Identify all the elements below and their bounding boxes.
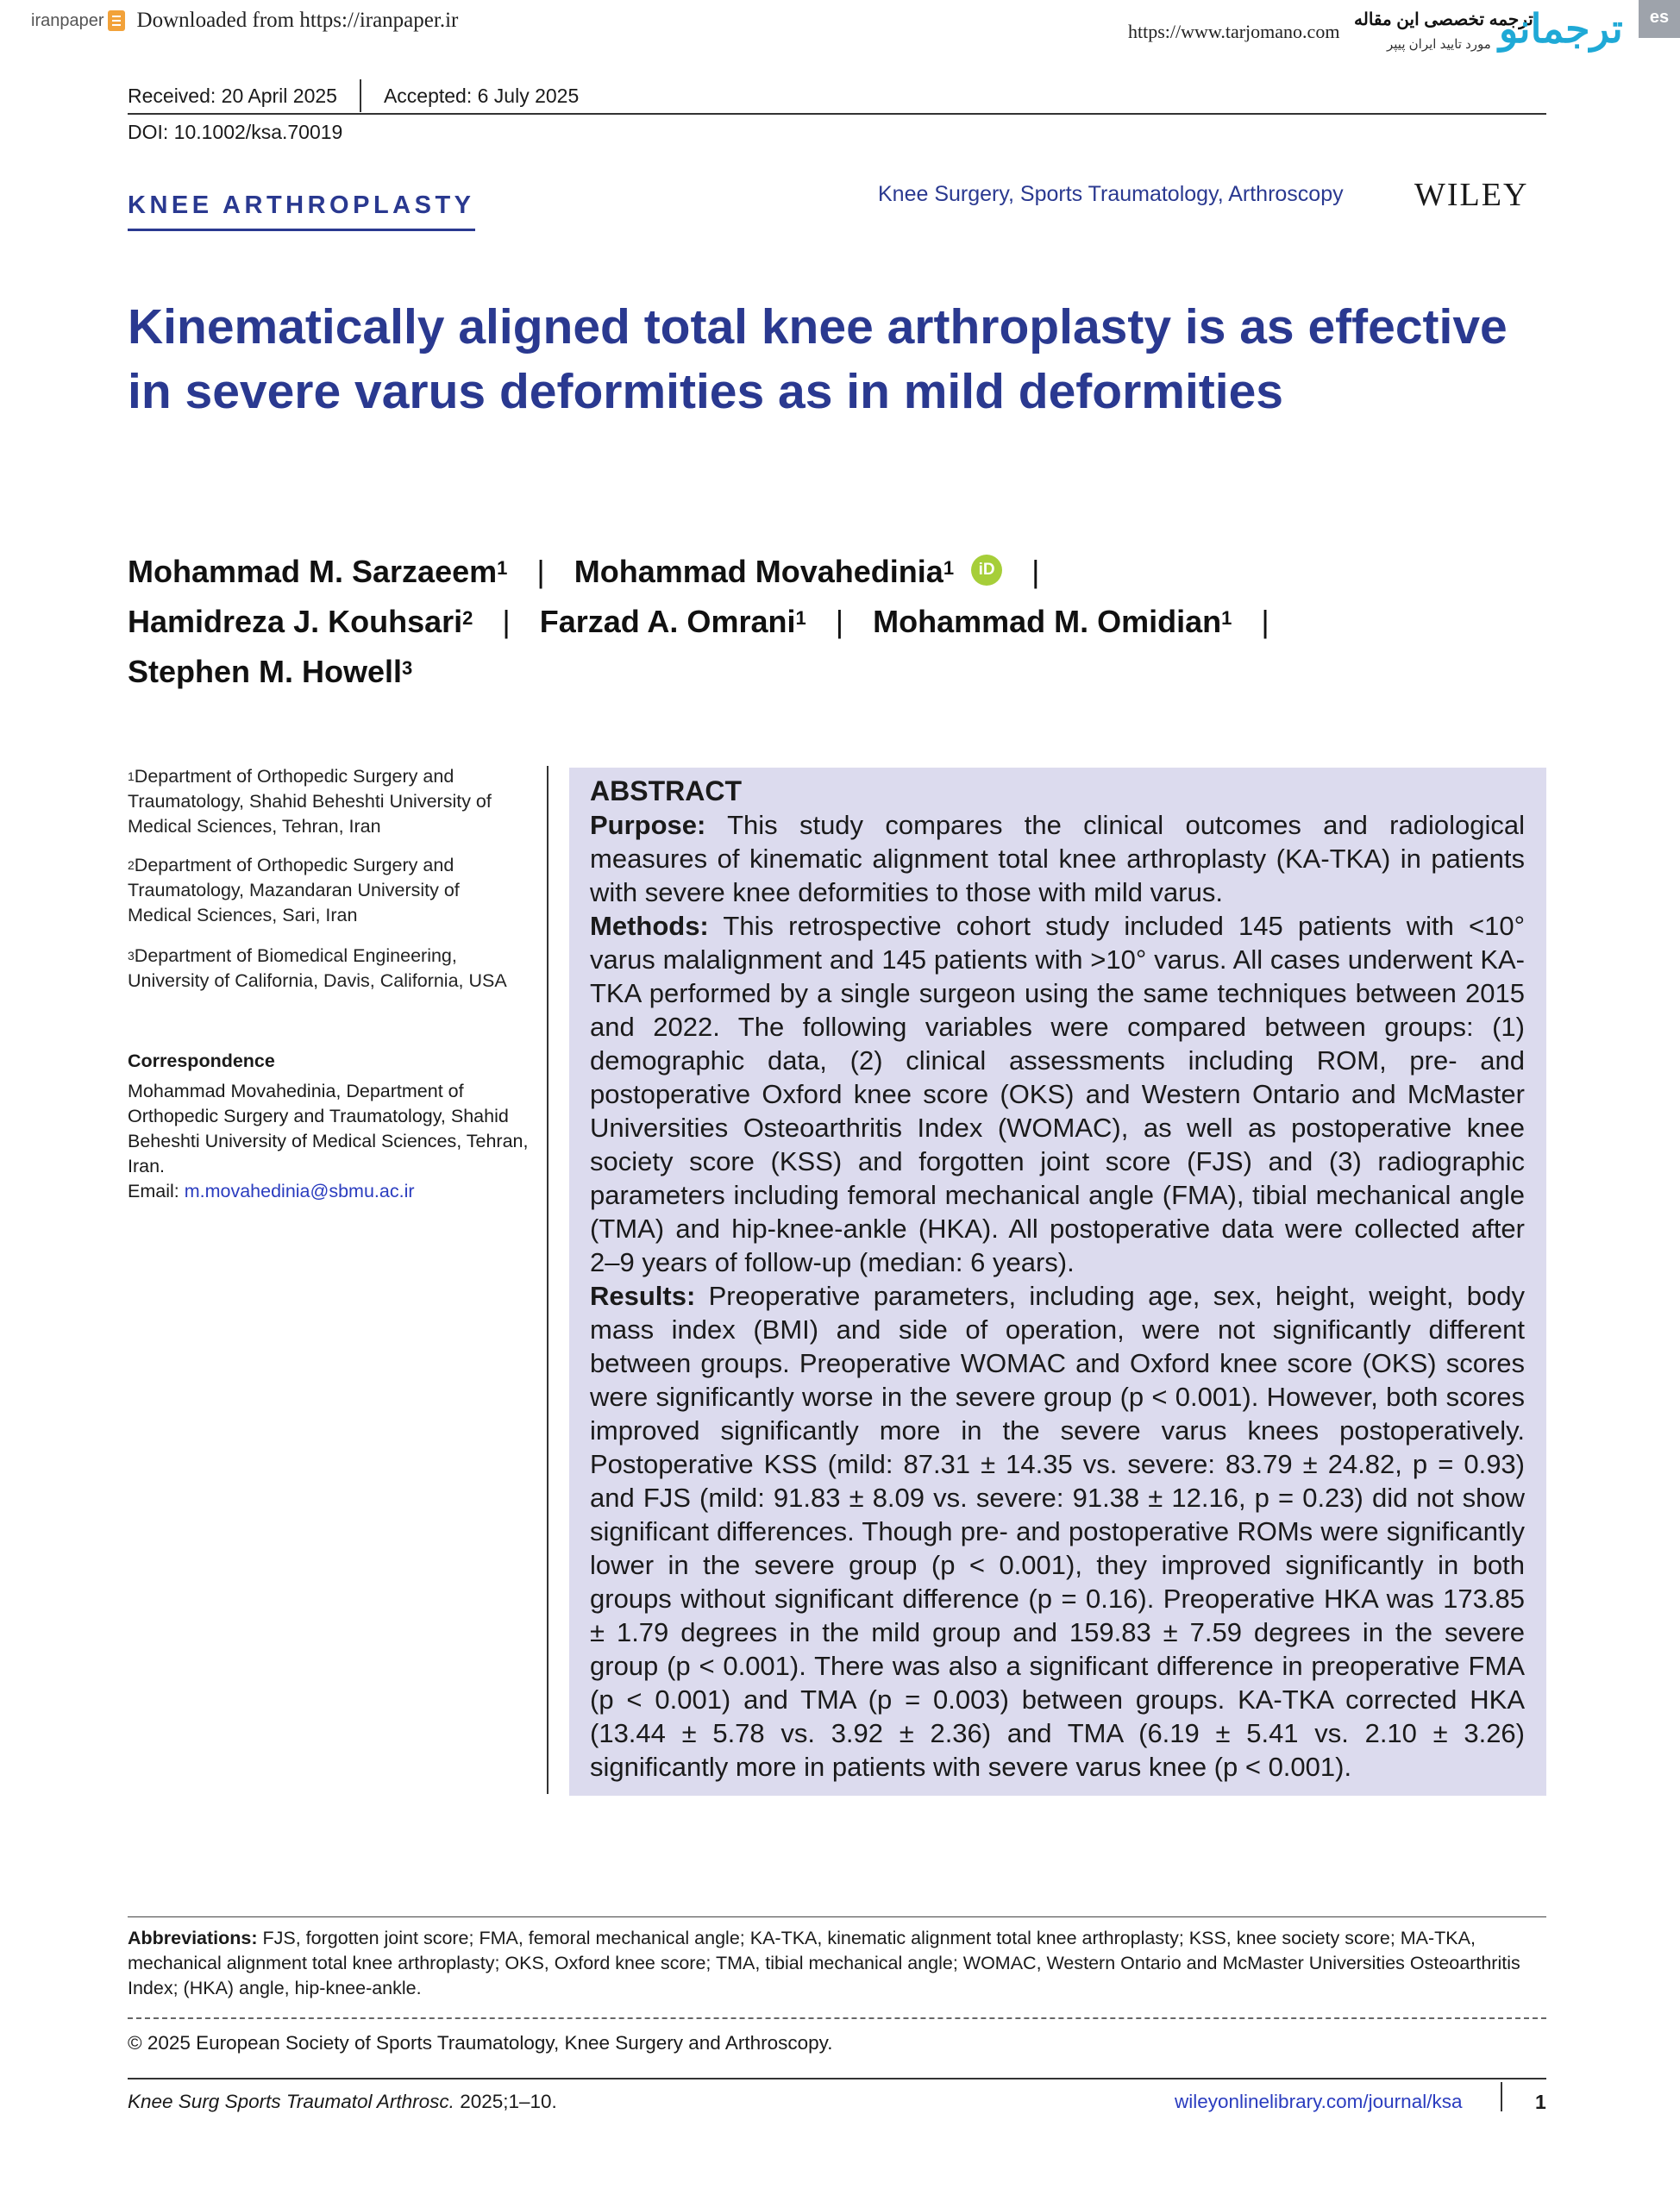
downloaded-from-link[interactable]: Downloaded from https://iranpaper.ir	[136, 9, 459, 32]
author-affiliation-mark: 1	[497, 557, 508, 579]
journal-name[interactable]: Knee Surgery, Sports Traumatology, Arthroscopy	[878, 182, 1344, 206]
author-name[interactable]: Hamidreza J. Kouhsari	[128, 604, 463, 639]
citation-journal: Knee Surg Sports Traumatol Arthrosc.	[128, 2091, 454, 2112]
affiliation-text: Department of Biomedical Engineering, University of California, Davis, California, USA	[128, 945, 507, 991]
affiliation-1	[128, 764, 520, 839]
watermark-left	[31, 9, 458, 33]
author-separator: |	[536, 554, 545, 589]
author-separator: |	[1261, 604, 1269, 639]
persian-tagline: ترجمه تخصصی این مقاله	[1354, 10, 1533, 29]
affiliation-number: 1	[128, 769, 135, 783]
methods-label: Methods:	[590, 911, 709, 941]
correspondence-address: Mohammad Movahedinia, Department of Orthopedic Surgery and Traumatology, Shahid Beheshti University of Medical Sciences, Tehran, Iran.	[128, 1081, 529, 1176]
email-label: Email:	[128, 1181, 179, 1201]
author-name[interactable]: Mohammad M. Sarzaeem	[128, 554, 498, 589]
author-name[interactable]: Stephen M. Howell	[128, 654, 403, 689]
watermark-right	[1128, 0, 1680, 69]
author-affiliation-mark: 1	[795, 607, 806, 629]
tarjomano-logo: ترجمانو	[1499, 6, 1623, 51]
author-affiliation-mark: 1	[1221, 607, 1232, 629]
affiliation-text: Department of Orthopedic Surgery and Traumatology, Shahid Beheshti University of Medical Sciences, Tehran, Iran	[128, 766, 492, 837]
section-label: KNEE ARTHROPLASTY	[128, 191, 475, 231]
abbreviations	[128, 1926, 1546, 2001]
correspondence-heading: Correspondence	[128, 1051, 275, 1071]
footer-rule	[128, 2078, 1546, 2079]
affiliation-text: Department of Orthopedic Surgery and Traumatology, Mazandaran University of Medical Sciences, Sari, Iran	[128, 855, 460, 925]
email-link[interactable]: m.movahedinia@sbmu.ac.ir	[184, 1181, 415, 1201]
date-divider	[360, 79, 361, 112]
author-name[interactable]: Mohammad M. Omidian	[873, 604, 1222, 639]
affiliation-3	[128, 944, 520, 994]
correspondence-text	[128, 1079, 529, 1204]
iranpaper-logo	[31, 10, 125, 31]
publisher-logo: WILEY	[1414, 177, 1529, 213]
methods-text: This retrospective cohort study included 145 patients with <10° varus malalignment and 145 patients with >10° varus. All cases underwent KA-TKA performed by a single surgeon using the same techniques between 2015 and 2022. The following variables were compared between groups: (1) demographic data, (2) clinical assessments including ROM, pre- and postoperative Oxford knee score (OKS) and Western Ontario and McMaster Universities Osteoarthritis Index (WOMAC), as well as postoperative knee society score (KSS) and forgotten joint score (FJS) and (3) radiographic parameters including femoral mechanical angle (FMA), tibial mechanical angle (TMA) and hip-knee-ankle (HKA). All postoperative data were collected after 2–9 years of follow-up (median: 6 years).	[590, 911, 1525, 1277]
affiliation-number: 3	[128, 949, 135, 963]
results-label: Results:	[590, 1281, 696, 1311]
abstract-methods	[590, 909, 1525, 1279]
column-divider	[547, 766, 549, 1794]
affiliation-number: 2	[128, 858, 135, 872]
persian-subtagline: مورد تایید ایران پیپر	[1387, 37, 1491, 52]
author-affiliation-mark: 2	[462, 607, 473, 629]
article-title: Kinematically aligned total knee arthroplasty is as effective in severe varus deformities as in mild deformities	[128, 299, 1508, 419]
author-affiliation-mark: 3	[402, 657, 413, 679]
results-text: Preoperative parameters, including age, sex, height, weight, body mass index (BMI) and side of operation, were not significantly different between groups. Preoperative WOMAC and Oxford knee score (OKS) scores were significantly worse in the severe group (p < 0.001). However, both scores improved significantly more in the severe varus knees postoperatively. Postoperative KSS (mild: 87.31 ± 14.35 vs. severe: 83.79 ± 24.82, p = 0.93) and FJS (mild: 91.83 ± 8.09 vs. severe: 91.38 ± 12.16, p = 0.23) did not show significant differences. Though pre- and postoperative ROMs were significantly lower in the severe group (p < 0.001), they improved significantly in both groups without significant difference (p = 0.16). Preoperative HKA was 173.85 ± 1.79 degrees in the mild group and 159.83 ± 7.59 degrees in the severe group (p < 0.001). There was also a significant difference in preoperative FMA (p < 0.001) and TMA (p = 0.003) between groups. KA-TKA corrected HKA (13.44 ± 5.78 vs. 3.92 ± 2.36) and TMA (6.19 ± 5.41 vs. 2.10 ± 3.26) significantly more in patients with severe varus knee (p < 0.001).	[590, 1281, 1525, 1782]
abstract-purpose	[590, 808, 1525, 909]
abbreviations-text: FJS, forgotten joint score; FMA, femoral mechanical angle; KA-TKA, kinematic alignment total knee arthroplasty; KSS, knee society score; MA-TKA, mechanical alignment total knee arthroplasty; OKS, Oxford knee score; TMA, tibial mechanical angle; WOMAC, Western Ontario and McMaster Universities Osteoarthritis Index; (HKA) angle, hip-knee-ankle.	[128, 1928, 1520, 1998]
author-separator: |	[1031, 554, 1040, 589]
author-name[interactable]: Farzad A. Omrani	[539, 604, 796, 639]
author-name[interactable]: Mohammad Movahedinia	[574, 554, 943, 589]
dates-row	[128, 79, 579, 112]
purpose-label: Purpose:	[590, 810, 706, 840]
journal-citation	[128, 2091, 557, 2113]
accepted-date: Accepted: 6 July 2025	[383, 84, 580, 107]
abbreviations-label: Abbreviations:	[128, 1928, 258, 1948]
header-rule	[128, 113, 1546, 115]
journal-url-link[interactable]: wileyonlinelibrary.com/journal/ksa	[1175, 2091, 1463, 2112]
author-list	[128, 547, 1577, 697]
received-date: Received: 20 April 2025	[128, 84, 337, 107]
es-badge: es	[1639, 0, 1680, 38]
copyright: © 2025 European Society of Sports Traumatology, Knee Surgery and Arthroscopy.	[128, 2032, 833, 2054]
abbreviations-rule	[128, 1916, 1546, 1917]
abstract	[590, 775, 1525, 1784]
doi[interactable]: DOI: 10.1002/ksa.70019	[128, 121, 343, 143]
author-separator: |	[502, 604, 511, 639]
footer-divider	[1501, 2082, 1502, 2111]
orcid-icon[interactable]: iD	[971, 555, 1002, 586]
affiliation-2	[128, 853, 520, 928]
author-separator: |	[835, 604, 844, 639]
abstract-heading: ABSTRACT	[590, 775, 742, 806]
purpose-text: This study compares the clinical outcomes and radiological measures of kinematic alignment total knee arthroplasty (KA-TKA) in patients with severe knee deformities to those with mild varus.	[590, 810, 1525, 907]
author-affiliation-mark: 1	[943, 557, 955, 579]
tarjomano-url[interactable]: https://www.tarjomano.com	[1128, 21, 1340, 42]
page-number: 1	[1535, 2091, 1546, 2113]
dashed-divider	[128, 2017, 1546, 2019]
abstract-results	[590, 1279, 1525, 1784]
document-icon	[108, 10, 125, 31]
iranpaper-logo-text: iranpaper	[31, 10, 104, 30]
citation-volume: 2025;1–10.	[460, 2091, 557, 2112]
